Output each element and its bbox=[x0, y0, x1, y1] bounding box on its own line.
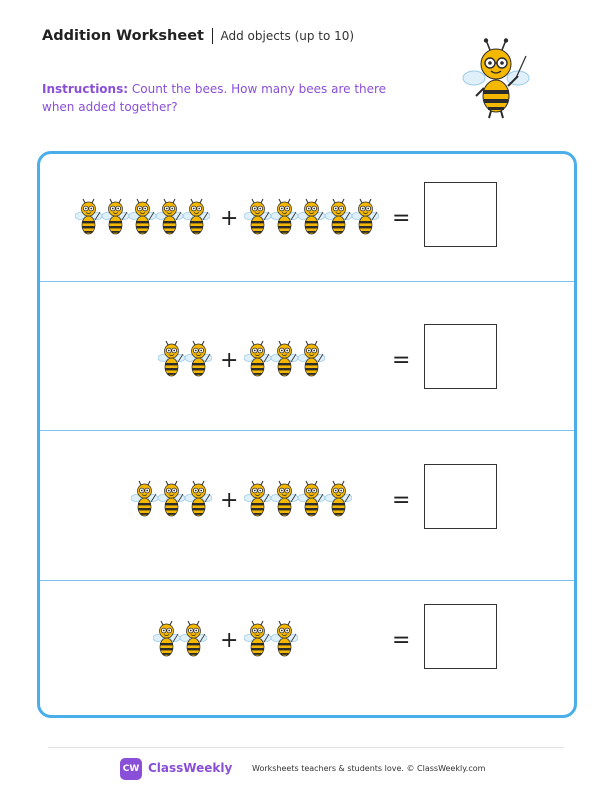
bee-icon bbox=[102, 198, 129, 238]
bee-icon bbox=[153, 620, 180, 660]
left-bee-group bbox=[131, 480, 212, 520]
answer-box[interactable] bbox=[424, 182, 497, 247]
bee-icon bbox=[158, 480, 185, 520]
bee-icon bbox=[129, 198, 156, 238]
instructions-label: Instructions: bbox=[42, 82, 129, 96]
problem-row-2 bbox=[40, 340, 574, 480]
worksheet-title: Addition Worksheet bbox=[42, 28, 204, 44]
bee-icon bbox=[75, 198, 102, 238]
equals-sign: = bbox=[392, 206, 411, 231]
answer-box[interactable] bbox=[424, 324, 497, 389]
right-bee-group bbox=[244, 480, 352, 520]
bee-icon bbox=[271, 480, 298, 520]
right-bee-group bbox=[244, 340, 325, 380]
bee-icon bbox=[298, 198, 325, 238]
instructions-text: Count the bees. How many bees are there when added together? bbox=[42, 82, 387, 114]
bee-icon bbox=[185, 480, 212, 520]
bee-icon bbox=[298, 340, 325, 380]
bee-icon bbox=[325, 198, 352, 238]
problem-row-3 bbox=[40, 480, 574, 620]
bee-icon bbox=[325, 480, 352, 520]
problem-row-1 bbox=[40, 198, 574, 338]
bee-teacher-mascot-icon bbox=[462, 38, 530, 120]
bee-icon bbox=[158, 340, 185, 380]
worksheet-subtitle: Add objects (up to 10) bbox=[220, 29, 355, 43]
right-bee-group bbox=[244, 198, 379, 238]
bee-icon bbox=[180, 620, 207, 660]
bee-icon bbox=[271, 198, 298, 238]
bee-icon bbox=[244, 620, 271, 660]
bee-icon bbox=[298, 480, 325, 520]
bee-icon bbox=[131, 480, 158, 520]
bee-icon bbox=[244, 340, 271, 380]
worksheet-header bbox=[42, 28, 354, 44]
left-bee-group bbox=[153, 620, 207, 660]
bee-icon bbox=[352, 198, 379, 238]
problems-panel bbox=[37, 151, 577, 718]
left-bee-group bbox=[75, 198, 210, 238]
bee-icon bbox=[185, 340, 212, 380]
plus-sign: + bbox=[220, 488, 239, 513]
instructions bbox=[42, 80, 422, 116]
bee-icon bbox=[156, 198, 183, 238]
brand-name: ClassWeekly bbox=[148, 761, 233, 775]
bee-icon bbox=[271, 340, 298, 380]
footer-divider bbox=[48, 747, 564, 748]
plus-sign: + bbox=[220, 206, 239, 231]
equals-sign: = bbox=[392, 628, 411, 653]
bee-icon bbox=[244, 480, 271, 520]
equals-sign: = bbox=[392, 488, 411, 513]
left-bee-group bbox=[158, 340, 212, 380]
classweekly-logo-icon: CW bbox=[120, 758, 142, 780]
plus-sign: + bbox=[220, 348, 239, 373]
bee-icon bbox=[183, 198, 210, 238]
answer-box[interactable] bbox=[424, 464, 497, 529]
problem-row-4 bbox=[40, 620, 574, 760]
footer-tagline: Worksheets teachers & students love. © ClassWeekly.com bbox=[252, 764, 486, 773]
answer-box[interactable] bbox=[424, 604, 497, 669]
equals-sign: = bbox=[392, 348, 411, 373]
plus-sign: + bbox=[220, 628, 239, 653]
bee-icon bbox=[244, 198, 271, 238]
right-bee-group bbox=[244, 620, 298, 660]
bee-icon bbox=[271, 620, 298, 660]
title-separator bbox=[212, 28, 214, 44]
